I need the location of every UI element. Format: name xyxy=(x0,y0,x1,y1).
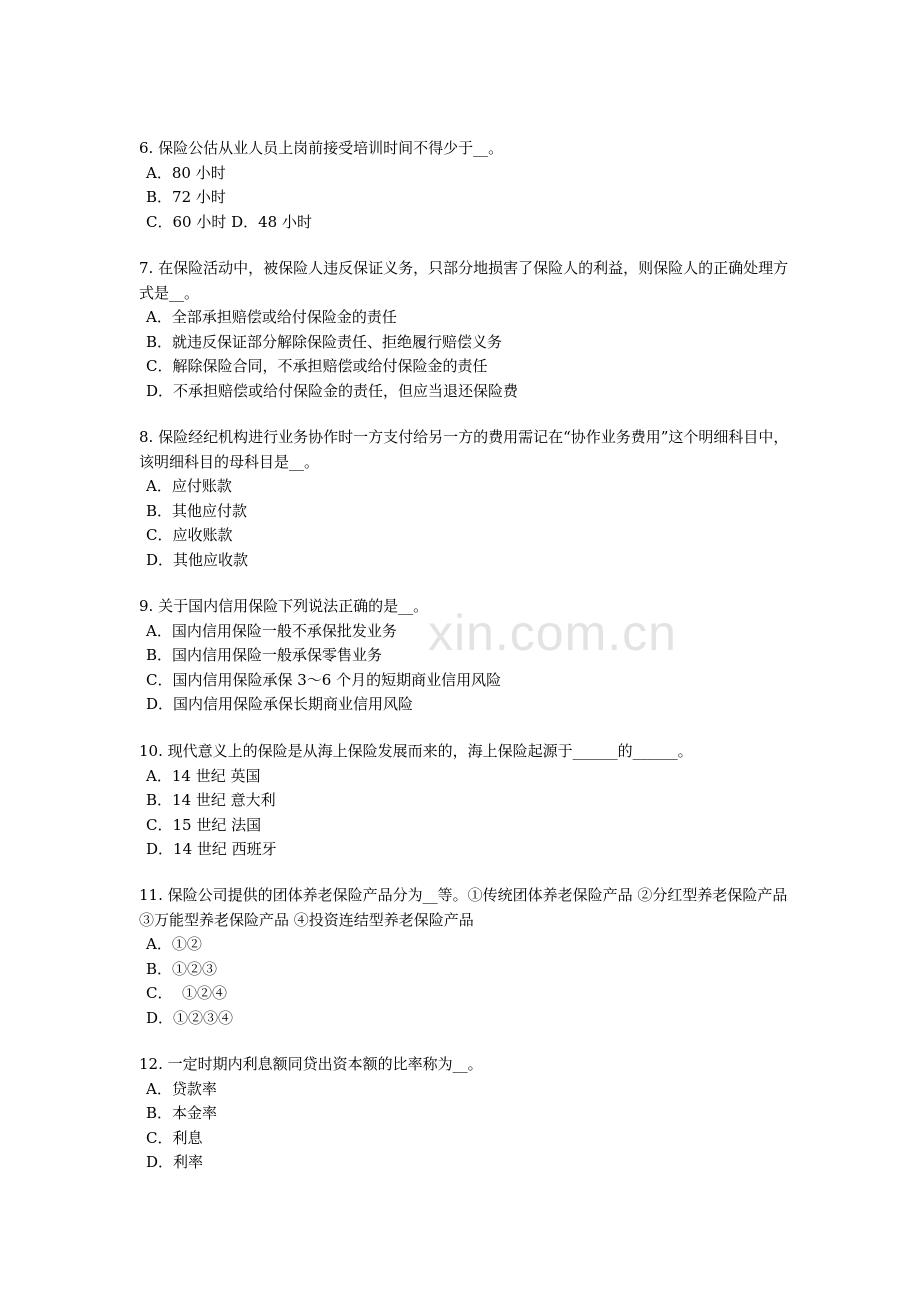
option-d: D．其他应收款 xyxy=(146,550,249,569)
question-stem: 8. 保险经纪机构进行业务协作时一方支付给另一方的费用需记在“协作业务费用”这个明细科目中，该明细科目的母科目是__。 xyxy=(139,428,789,471)
question-stem: 6. 保险公估从业人员上岗前接受培训时间不得少于__。 xyxy=(139,139,504,157)
option-list xyxy=(139,764,789,862)
option-b: B．14 世纪 意大利 xyxy=(146,791,276,809)
option-list xyxy=(139,161,789,235)
option-d: D．14 世纪 西班牙 xyxy=(146,840,277,858)
question-8 xyxy=(139,425,789,572)
question-7 xyxy=(139,256,789,403)
question-stem: 10. 现代意义上的保险是从海上保险发展而来的，海上保险起源于______的______。 xyxy=(139,742,693,760)
option-list xyxy=(139,1077,789,1175)
option-b: B．①②③ xyxy=(146,959,218,978)
option-c: C．利息 xyxy=(146,1128,203,1147)
option-b: B．就违反保证部分解除保险责任、拒绝履行赔偿义务 xyxy=(146,332,503,351)
option-a: A．全部承担赔偿或给付保险金的责任 xyxy=(146,308,397,326)
option-a: A．应付账款 xyxy=(146,477,232,495)
option-a: A．①② xyxy=(146,935,202,953)
option-b: B．72 小时 xyxy=(146,188,226,206)
option-b: B．本金率 xyxy=(146,1104,218,1122)
question-stem: 7. 在保险活动中，被保险人违反保证义务，只部分地损害了保险人的利益，则保险人的正确处理方式是__。 xyxy=(139,259,789,302)
question-stem: 12. 一定时期内利息额同贷出资本额的比率称为__。 xyxy=(139,1055,483,1073)
option-c: C．应收账款 xyxy=(146,526,233,544)
question-9 xyxy=(139,594,789,717)
question-12 xyxy=(139,1052,789,1175)
option-list xyxy=(139,932,789,1030)
option-b: B．国内信用保险一般承保零售业务 xyxy=(146,646,383,664)
option-c: C．15 世纪 法国 xyxy=(146,815,262,834)
option-c-d: C．60 小时 D．48 小时 xyxy=(146,212,312,231)
question-11 xyxy=(139,883,789,1030)
option-list xyxy=(139,305,789,403)
option-a: A．80 小时 xyxy=(146,163,226,182)
option-list xyxy=(139,619,789,717)
option-c: C．解除保险合同，不承担赔偿或给付保险金的责任 xyxy=(146,357,488,375)
option-a: A．贷款率 xyxy=(146,1079,217,1098)
option-d: D．①②③④ xyxy=(146,1008,234,1027)
option-c: C．国内信用保险承保 3～6 个月的短期商业信用风险 xyxy=(146,670,502,689)
watermark: xin.com.cn xyxy=(428,605,677,661)
option-d: D．利率 xyxy=(146,1153,204,1171)
option-a: A．国内信用保险一般不承保批发业务 xyxy=(146,621,397,640)
option-c: C． ①②④ xyxy=(146,984,228,1002)
question-stem: 9. 关于国内信用保险下列说法正确的是__。 xyxy=(139,597,429,615)
option-d: D．不承担赔偿或给付保险金的责任，但应当退还保险费 xyxy=(146,381,519,400)
question-6 xyxy=(139,136,789,234)
option-a: A．14 世纪 英国 xyxy=(146,766,261,785)
question-stem: 11. 保险公司提供的团体养老保险产品分为__等。①传统团体养老保险产品 ②分红型养老保险产品 ③万能型养老保险产品 ④投资连结型养老保险产品 xyxy=(139,886,788,929)
question-10 xyxy=(139,739,789,862)
option-d: D．国内信用保险承保长期商业信用风险 xyxy=(146,695,414,713)
option-b: B．其他应付款 xyxy=(146,501,248,520)
option-list xyxy=(139,474,789,572)
